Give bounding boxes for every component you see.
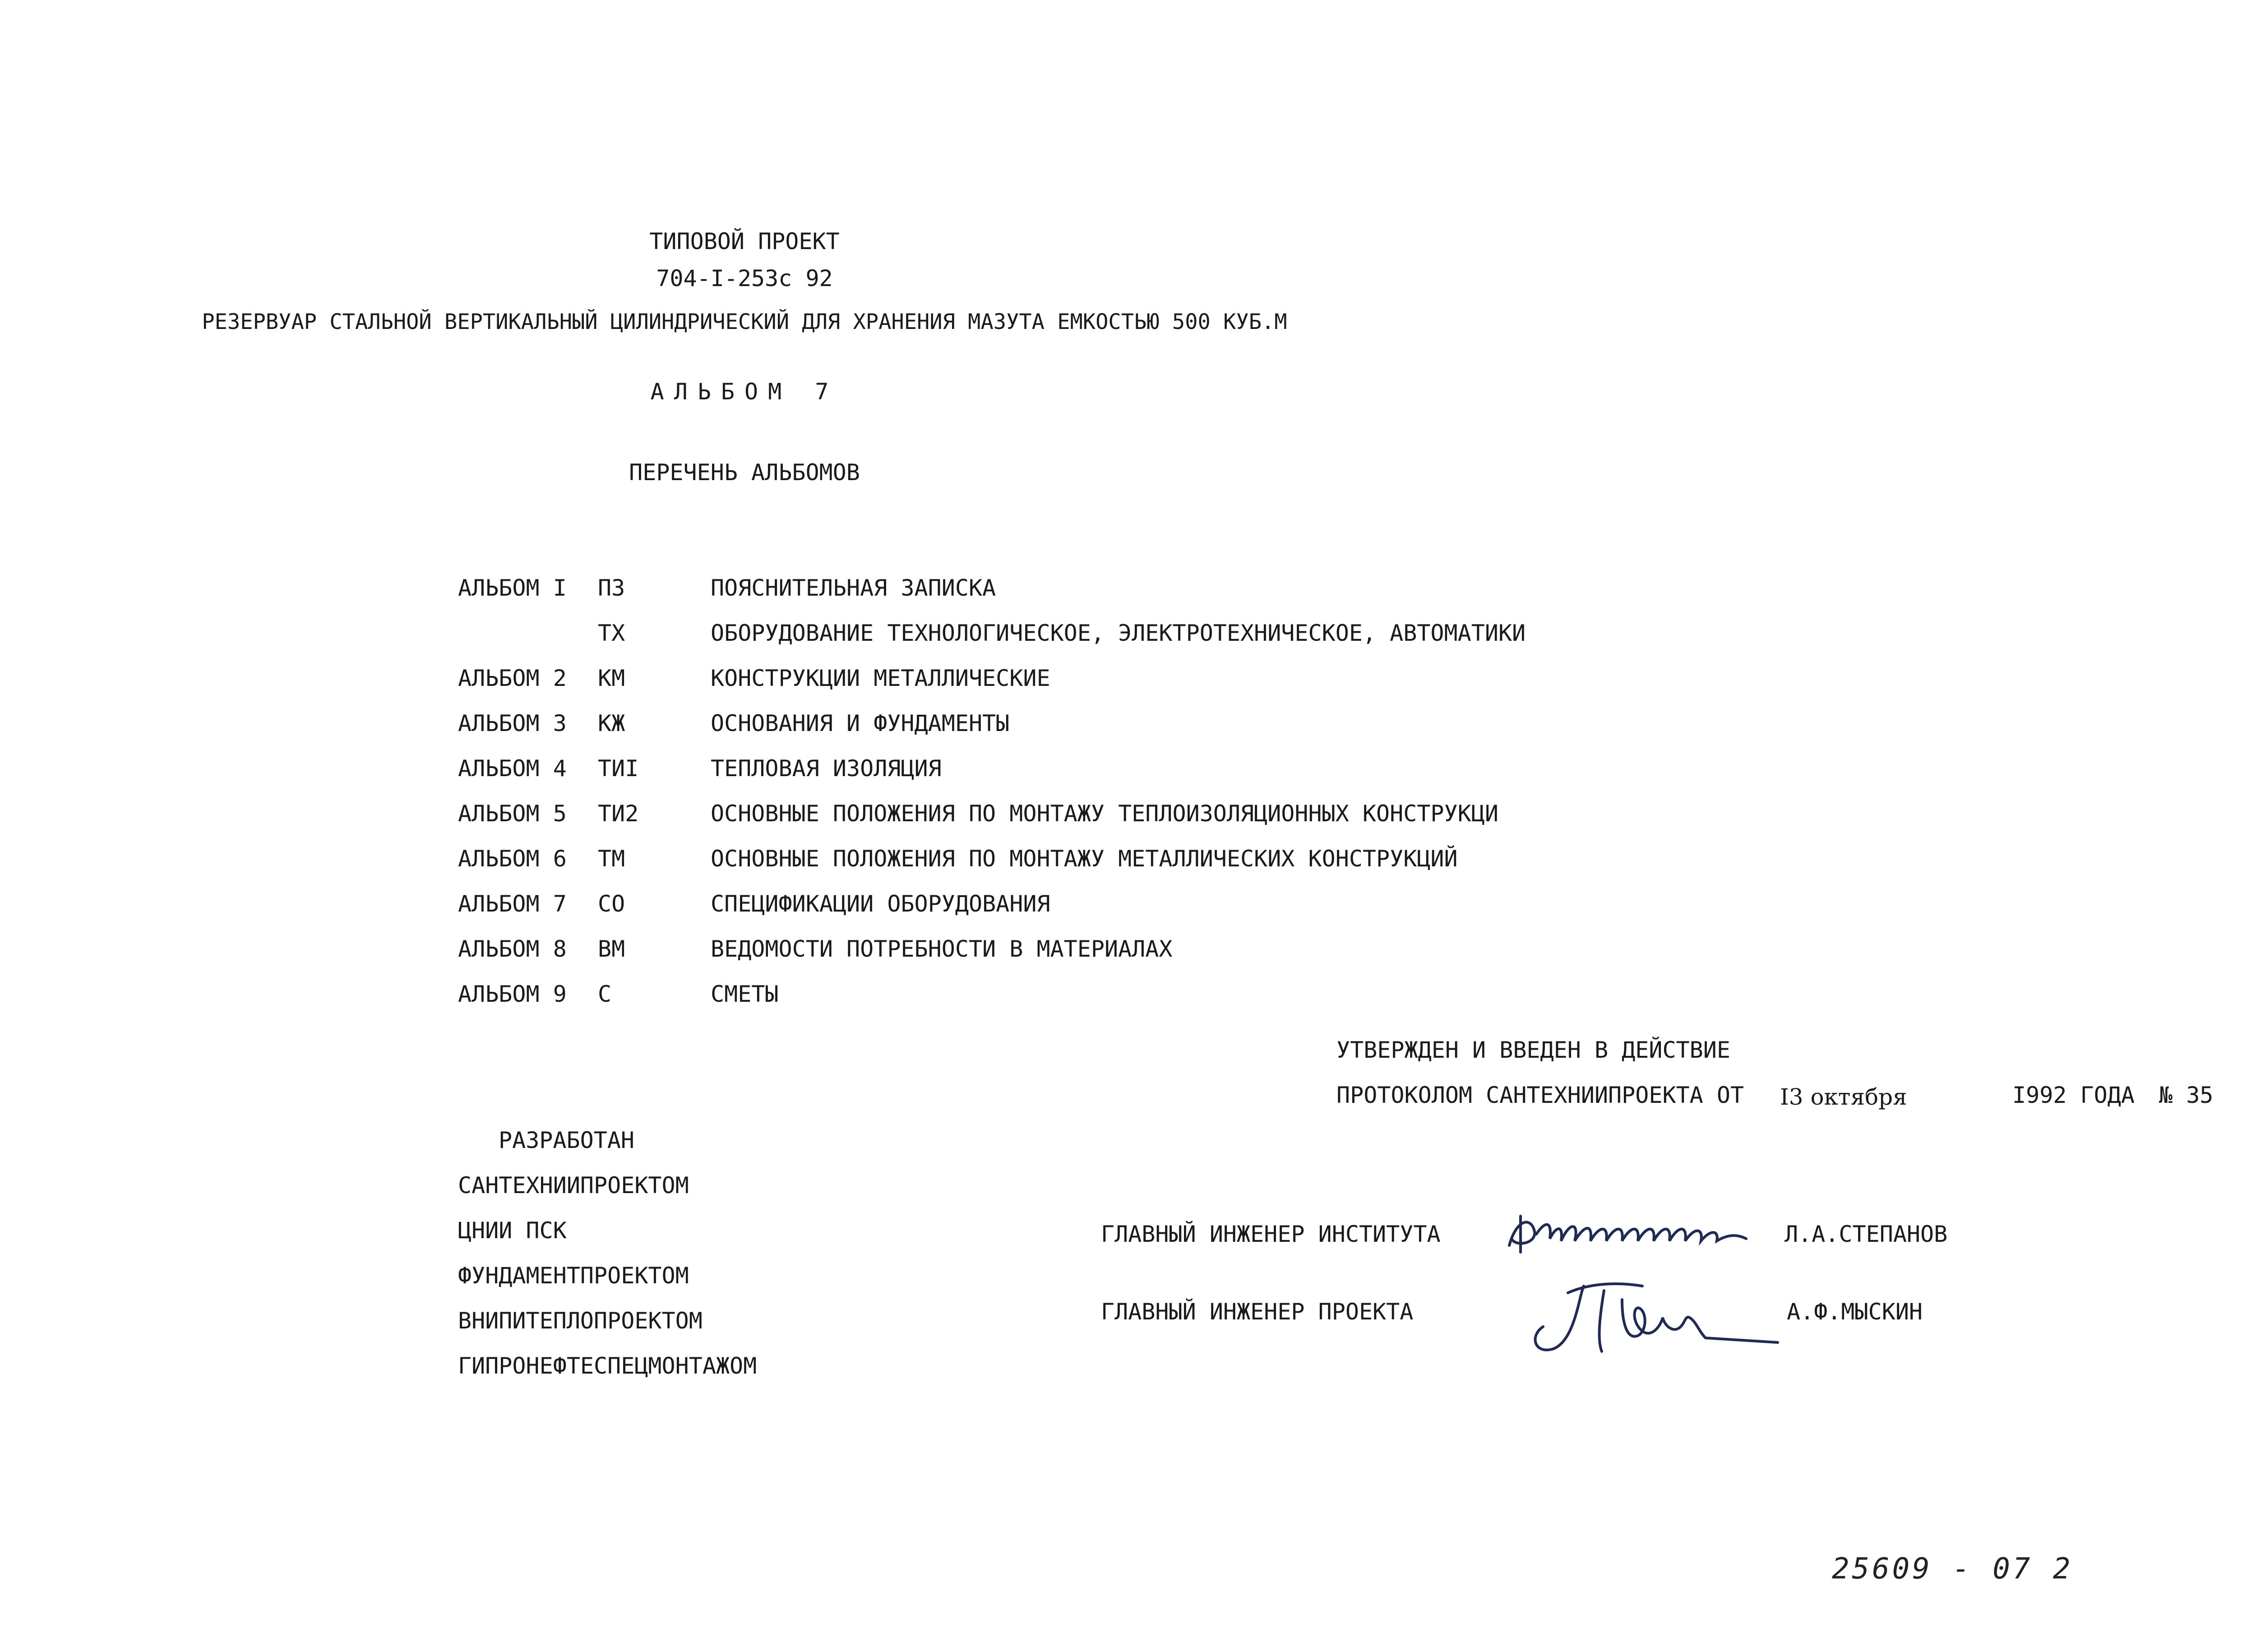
list-heading: ПЕРЕЧЕНЬ АЛЬБОМОВ bbox=[629, 459, 860, 486]
handwritten-signature-2 bbox=[1525, 1259, 1796, 1363]
developer-org: ГИПРОНЕФТЕСПЕЦМОНТАЖОМ bbox=[458, 1353, 757, 1379]
album-title: АЛЬБОМ 7 bbox=[650, 379, 839, 405]
album-label: АЛЬБОМ I bbox=[458, 575, 567, 601]
project-type: ТИПОВОЙ ПРОЕКТ bbox=[649, 228, 840, 255]
approval-number: № 35 bbox=[2159, 1082, 2214, 1108]
handwritten-signature-1 bbox=[1502, 1203, 1796, 1261]
album-label: АЛЬБОМ 4 bbox=[458, 755, 567, 782]
album-label: АЛЬБОМ 2 bbox=[458, 665, 567, 691]
album-label: АЛЬБОМ 8 bbox=[458, 936, 567, 962]
album-label: АЛЬБОМ 5 bbox=[458, 801, 567, 827]
album-name: СПЕЦИФИКАЦИИ ОБОРУДОВАНИЯ bbox=[711, 891, 1050, 917]
album-name: ОСНОВНЫЕ ПОЛОЖЕНИЯ ПО МОНТАЖУ МЕТАЛЛИЧЕСКИХ КОНСТРУКЦИЙ bbox=[711, 846, 1458, 872]
approval-year: I992 ГОДА bbox=[2012, 1082, 2135, 1108]
album-code: КМ bbox=[598, 665, 625, 691]
album-label: АЛЬБОМ 6 bbox=[458, 846, 567, 872]
developer-org: САНТЕХНИИПРОЕКТОМ bbox=[458, 1172, 689, 1199]
signature-name: Л.А.СТЕПАНОВ bbox=[1784, 1221, 1948, 1247]
signature-role: ГЛАВНЫЙ ИНЖЕНЕР ИНСТИТУТА bbox=[1101, 1221, 1441, 1247]
signature-role: ГЛАВНЫЙ ИНЖЕНЕР ПРОЕКТА bbox=[1101, 1299, 1414, 1325]
album-code: ТИI bbox=[598, 755, 639, 782]
project-title: РЕЗЕРВУАР СТАЛЬНОЙ ВЕРТИКАЛЬНЫЙ ЦИЛИНДРИЧЕСКИЙ ДЛЯ ХРАНЕНИЯ МАЗУТА ЕМКОСТЬЮ 500 КУБ.М bbox=[202, 310, 1287, 334]
approval-line-2: ПРОТОКОЛОМ САНТЕХНИИПРОЕКТА ОТ bbox=[1336, 1082, 1744, 1108]
album-code: ВМ bbox=[598, 936, 625, 962]
developer-org: ФУНДАМЕНТПРОЕКТОМ bbox=[458, 1263, 689, 1289]
album-name: ВЕДОМОСТИ ПОТРЕБНОСТИ В МАТЕРИАЛАХ bbox=[711, 936, 1173, 962]
approval-date: I3 октября bbox=[1780, 1084, 1907, 1110]
album-code: ТИ2 bbox=[598, 801, 639, 827]
album-code: С bbox=[598, 981, 612, 1007]
album-name: КОНСТРУКЦИИ МЕТАЛЛИЧЕСКИЕ bbox=[711, 665, 1050, 691]
album-code: КЖ bbox=[598, 710, 625, 736]
album-code: ТМ bbox=[598, 846, 625, 872]
album-code: ПЗ bbox=[598, 575, 625, 601]
developer-org: ВНИПИТЕПЛОПРОЕКТОМ bbox=[458, 1308, 703, 1334]
album-name: ОСНОВАНИЯ И ФУНДАМЕНТЫ bbox=[711, 710, 1010, 736]
album-name: ОБОРУДОВАНИЕ ТЕХНОЛОГИЧЕСКОЕ, ЭЛЕКТРОТЕХНИЧЕСКОЕ, АВТОМАТИКИ bbox=[711, 620, 1526, 646]
album-label: АЛЬБОМ 9 bbox=[458, 981, 567, 1007]
album-name: ОСНОВНЫЕ ПОЛОЖЕНИЯ ПО МОНТАЖУ ТЕПЛОИЗОЛЯЦИОННЫХ КОНСТРУКЦИ bbox=[711, 801, 1498, 827]
approval-line-1: УТВЕРЖДЕН И ВВЕДЕН В ДЕЙСТВИЕ bbox=[1336, 1037, 1730, 1063]
document-number: 25609 - 07 2 bbox=[1832, 1552, 2073, 1586]
album-code: СО bbox=[598, 891, 625, 917]
album-label: АЛЬБОМ 3 bbox=[458, 710, 567, 736]
album-name: СМЕТЫ bbox=[711, 981, 779, 1007]
album-name: ТЕПЛОВАЯ ИЗОЛЯЦИЯ bbox=[711, 755, 942, 782]
album-name: ПОЯСНИТЕЛЬНАЯ ЗАПИСКА bbox=[711, 575, 996, 601]
signature-name: А.Ф.МЫСКИН bbox=[1787, 1299, 1923, 1325]
developer-org: ЦНИИ ПСК bbox=[458, 1217, 567, 1244]
developed-heading: РАЗРАБОТАН bbox=[499, 1127, 635, 1153]
album-label: АЛЬБОМ 7 bbox=[458, 891, 567, 917]
project-code: 704-I-253с 92 bbox=[656, 265, 833, 292]
album-code: ТХ bbox=[598, 620, 625, 646]
